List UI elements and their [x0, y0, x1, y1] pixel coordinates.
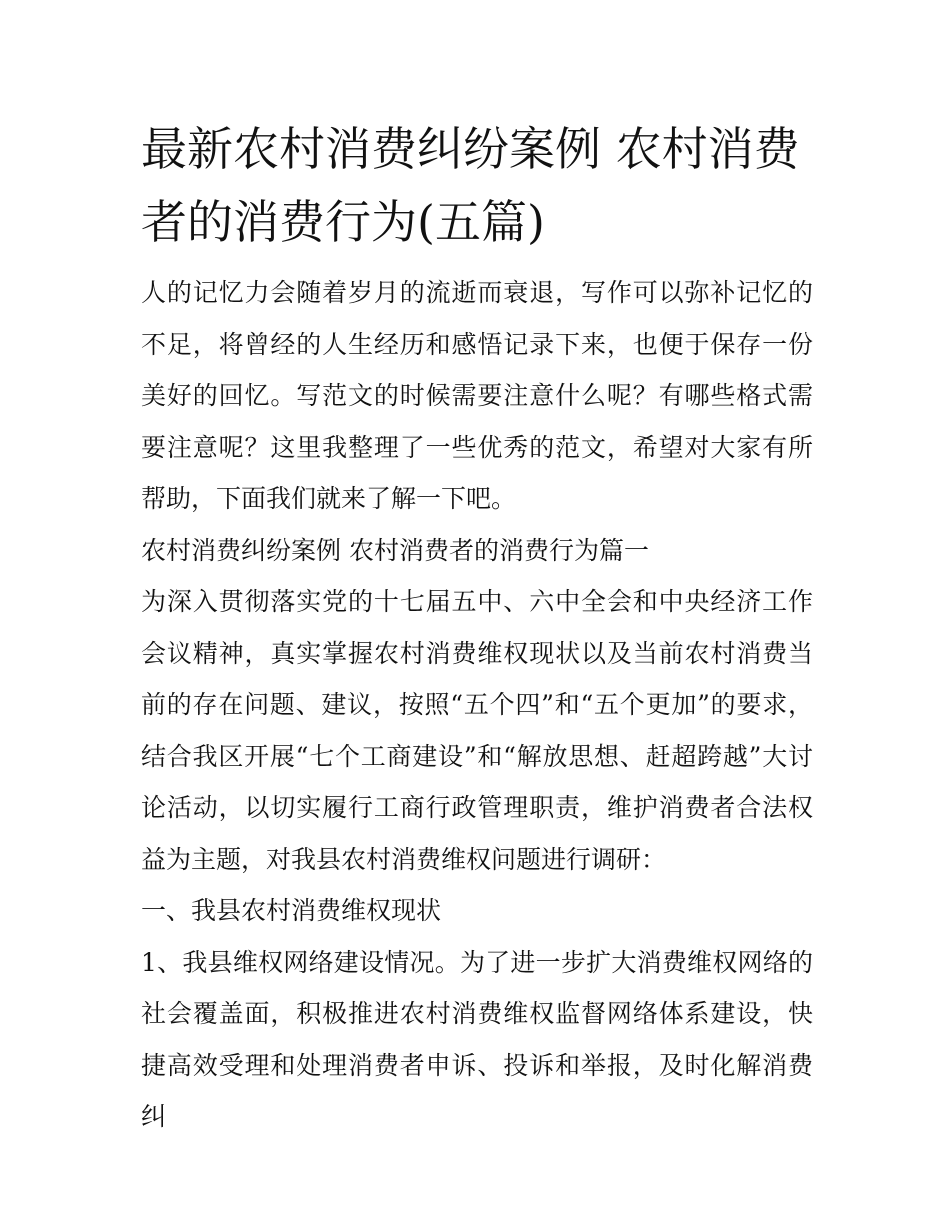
- document-content: [141, 113, 813, 1143]
- subheading: 一、我县农村消费维权现状: [141, 896, 442, 925]
- intro-paragraph: 人的记忆力会随着岁月的流逝而衰退，写作可以弥补记忆的不足，将曾经的人生经历和感悟记录下来，也便于保存一份美好的回忆。写范文的时候需要注意什么呢？有哪些格式需要注意呢？这里我整理了一些优秀的范文，希望对大家有所帮助，下面我们就来了解一下吧。: [141, 278, 813, 513]
- document-title: 最新农村消费纠纷案例 农村消费者的消费行为(五篇): [141, 122, 800, 249]
- body-paragraph: 为深入贯彻落实党的十七届五中、六中全会和中央经济工作会议精神，真实掌握农村消费维权现状以及当前农村消费当前的存在问题、建议，按照“五个四”和“五个更加”的要求，结合我区开展“七个工商建设”和“解放思想、赶超跨越”大讨论活动，以切实履行工商行政管理职责，维护消费者合法权益为主题，对我县农村消费维权问题进行调研：: [141, 587, 813, 874]
- item-paragraph: 1、我县维权网络建设情况。为了进一步扩大消费维权网络的社会覆盖面，积极推进农村消费维权监督网络体系建设，快捷高效受理和处理消费者申诉、投诉和举报，及时化解消费纠: [141, 947, 813, 1131]
- section-heading: 农村消费纠纷案例 农村消费者的消费行为篇一: [141, 535, 649, 565]
